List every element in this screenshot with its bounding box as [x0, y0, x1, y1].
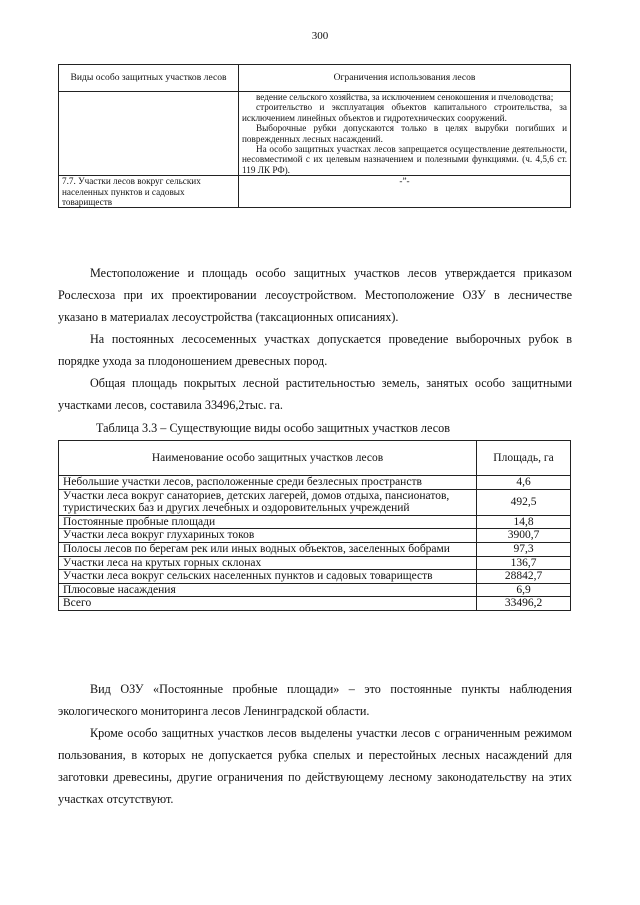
paragraph: Вид ОЗУ «Постоянные пробные площади» – это постоянные пункты наблюдения экологического мониторинга лесов Ленинградской области. — [58, 682, 572, 718]
paragraph: Местоположение и площадь особо защитных участков лесов утверждается приказом Рослесхоза при их проектировании лесоустройством. Местоположение ОЗУ в лесничестве указано в материалах лесоустройства (таксационных описаниях). — [58, 266, 572, 324]
row-type-cell: 7.7. Участки лесов вокруг сельских населенных пунктов и садовых товариществ — [59, 176, 239, 208]
table-row — [59, 489, 571, 515]
row-area: 14,8 — [477, 515, 571, 529]
row-area: 492,5 — [477, 489, 571, 515]
header-restrictions: Ограничения использования лесов — [239, 65, 571, 92]
restriction-text: строительство и эксплуатация объектов капитального строительства, за исключением линейных объектов и гидротехнических сооружений. — [242, 102, 567, 123]
ditto-mark: -”- — [239, 176, 571, 208]
paragraph: Общая площадь покрытых лесной растительностью земель, занятых особо защитными участками лесов, составила 33496,2тыс. га. — [58, 376, 572, 412]
areas-table-header — [59, 441, 571, 476]
row-type-cell — [59, 92, 239, 176]
row-name: Полосы лесов по берегам рек или иных водных объектов, заселенных бобрами — [59, 542, 477, 556]
row-name: Участки леса на крутых горных склонах — [59, 556, 477, 570]
table-caption: Таблица 3.3 – Существующие виды особо защитных участков лесов — [96, 421, 450, 435]
table-row-total — [59, 597, 571, 611]
row-name: Участки леса вокруг санаториев, детских лагерей, домов отдыха, пансионатов, туристических баз и других лечебных и оздоровительных учреждений — [59, 489, 477, 515]
row-name: Постоянные пробные площади — [59, 515, 477, 529]
table-row — [59, 529, 571, 543]
restrictions-table — [58, 64, 571, 208]
row-name: Участки леса вокруг сельских населенных пунктов и садовых товариществ — [59, 570, 477, 584]
areas-table — [58, 440, 571, 611]
table-row — [59, 583, 571, 597]
paragraph: Кроме особо защитных участков лесов выделены участки лесов с ограниченным режимом пользования, в которых не допускается рубка спелых и перестойных лесных насаждений для заготовки древесины, другие ограничения по действующему лесному законодательству на этих участках отсутствуют. — [58, 726, 572, 806]
restrictions-table-header — [59, 65, 571, 92]
row-area: 97,3 — [477, 542, 571, 556]
table-row — [59, 556, 571, 570]
row-area: 6,9 — [477, 583, 571, 597]
table-row — [59, 92, 571, 176]
row-restrictions-cell — [239, 92, 571, 176]
page-number: 300 — [311, 30, 329, 42]
table-row — [59, 542, 571, 556]
restriction-text: На особо защитных участках лесов запрещается осуществление деятельности, несовместимой с их целевым назначением и полезными функциями. (ч. 4,5,6 ст. 119 ЛК РФ). — [242, 144, 567, 175]
row-area: 33496,2 — [477, 597, 571, 611]
header-name: Наименование особо защитных участков лесов — [59, 441, 477, 476]
restriction-text: Выборочные рубки допускаются только в целях вырубки погибших и поврежденных лесных насаждений. — [242, 123, 567, 144]
row-name: Всего — [59, 597, 477, 611]
row-area: 28842,7 — [477, 570, 571, 584]
header-area: Площадь, га — [477, 441, 571, 476]
table-row — [59, 176, 571, 208]
row-area: 136,7 — [477, 556, 571, 570]
header-types: Виды особо защитных участков лесов — [59, 65, 239, 92]
table-row — [59, 515, 571, 529]
row-area: 3900,7 — [477, 529, 571, 543]
restriction-text: ведение сельского хозяйства, за исключением сенокошения и пчеловодства; — [256, 92, 554, 102]
row-name: Плюсовые насаждения — [59, 583, 477, 597]
table-row — [59, 476, 571, 490]
paragraph: На постоянных лесосеменных участках допускается проведение выборочных рубок в порядке ухода за плодоношением древесных пород. — [58, 332, 572, 368]
row-name: Участки леса вокруг глухариных токов — [59, 529, 477, 543]
row-area: 4,6 — [477, 476, 571, 490]
table-row — [59, 570, 571, 584]
row-name: Небольшие участки лесов, расположенные среди безлесных пространств — [59, 476, 477, 490]
